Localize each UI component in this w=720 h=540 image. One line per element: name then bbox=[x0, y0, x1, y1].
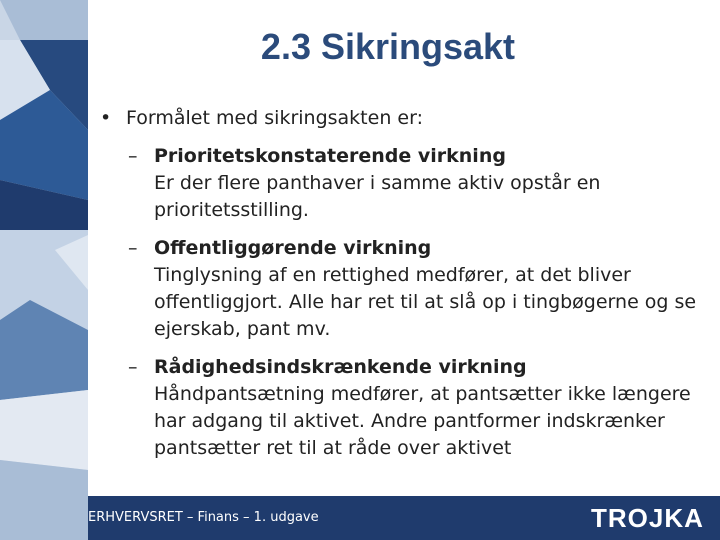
slide-content bbox=[100, 105, 712, 462]
sub-item-line: pantsætter ret til at råde over aktivet bbox=[154, 437, 512, 459]
sub-item-prioritet bbox=[128, 143, 712, 224]
sub-item-offentlig bbox=[128, 235, 712, 343]
bullet-marker: • bbox=[100, 107, 112, 129]
sub-item-heading: Rådighedsindskrænkende virkning bbox=[154, 356, 527, 378]
slide-title: 2.3 Sikringsakt bbox=[260, 26, 516, 67]
sub-item-raadighed bbox=[128, 354, 712, 462]
sub-item-heading: Prioritetskonstaterende virkning bbox=[154, 145, 506, 167]
dash-marker: – bbox=[128, 356, 138, 378]
dash-marker: – bbox=[128, 237, 138, 259]
decorative-sidebar bbox=[0, 0, 88, 540]
sub-item-heading: Offentliggørende virkning bbox=[154, 237, 432, 259]
sub-item-line: Håndpantsætning medfører, at pantsætter ikke længere bbox=[154, 383, 691, 405]
sub-item-line: har adgang til aktivet. Andre pantformer indskrænker bbox=[154, 410, 665, 432]
sub-item-line: Tinglysning af en rettighed medfører, at det bliver bbox=[154, 264, 631, 286]
sub-item-line: prioritetsstilling. bbox=[154, 199, 309, 221]
trojka-logo: TROJKA bbox=[591, 503, 704, 533]
sub-item-line: Er der flere panthaver i samme aktiv opstår en bbox=[154, 172, 601, 194]
sub-item-line: offentliggjort. Alle har ret til at slå op i tingbøgerne og se bbox=[154, 291, 697, 313]
bullet-item bbox=[100, 105, 712, 132]
dash-marker: – bbox=[128, 145, 138, 167]
sub-item-line: ejerskab, pant mv. bbox=[154, 318, 331, 340]
bullet-text: Formålet med sikringsakten er: bbox=[126, 107, 423, 129]
footer-text: ERHVERVSRET – Finans – 1. udgave bbox=[88, 510, 319, 525]
